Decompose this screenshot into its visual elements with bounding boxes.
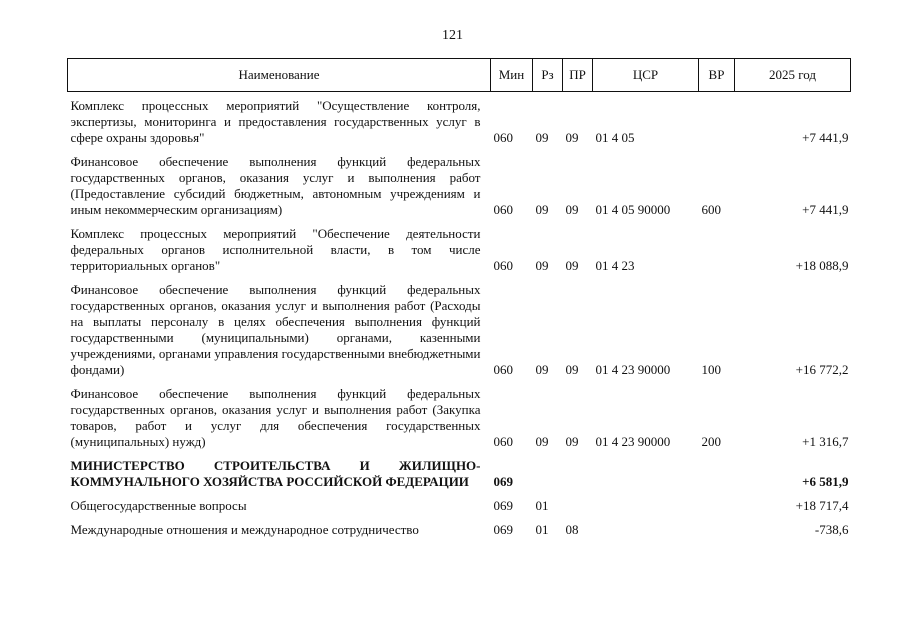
row-min: 060 <box>493 130 513 145</box>
table-row <box>68 450 851 490</box>
header-year: 2025 год <box>735 59 851 92</box>
row-rz <box>533 450 563 490</box>
row-pr: 09 <box>565 258 579 273</box>
row-min: 069 <box>493 498 513 513</box>
row-pr: 09 <box>565 130 579 145</box>
header-min: Мин <box>491 59 533 92</box>
row-vr <box>699 490 735 514</box>
row-value: +18 717,4 <box>795 498 849 513</box>
row-value: +16 772,2 <box>795 362 849 377</box>
row-csr: 01 4 23 <box>595 258 635 273</box>
row-rz: 09 <box>535 362 549 377</box>
row-min: 060 <box>493 434 513 449</box>
row-name: Финансовое обеспечение выполнения функций федеральных государственных органов, оказания услуг и выполнения работ (Закупка товаров, работ и услуг для обеспечения государственных (муниципальных) нужд) <box>70 386 481 449</box>
row-value: +7 441,9 <box>802 130 849 145</box>
row-min: 069 <box>493 522 513 537</box>
row-vr <box>699 450 735 490</box>
row-pr: 09 <box>565 202 579 217</box>
row-min: 060 <box>493 258 513 273</box>
table-row <box>68 146 851 218</box>
row-rz: 09 <box>535 202 549 217</box>
table-row <box>68 514 851 538</box>
row-vr: 600 <box>701 202 721 217</box>
row-value: +7 441,9 <box>802 202 849 217</box>
row-name: Комплекс процессных мероприятий "Обеспечение деятельности федеральных органов исполнительной власти, в том числе территориальных органов" <box>70 226 481 273</box>
row-vr <box>699 218 735 274</box>
row-min: 060 <box>493 362 513 377</box>
row-value: -738,6 <box>814 522 849 537</box>
row-csr <box>593 450 699 490</box>
row-name: Общегосударственные вопросы <box>70 498 247 513</box>
row-name: Комплекс процессных мероприятий "Осуществление контроля, экспертизы, мониторинга и предоставления государственных услуг в сфере охраны здоровья" <box>70 98 481 145</box>
table-row <box>68 274 851 378</box>
page-number: 121 <box>442 28 463 43</box>
row-csr: 01 4 23 90000 <box>595 362 671 377</box>
row-pr <box>563 490 593 514</box>
row-value: +1 316,7 <box>802 434 849 449</box>
row-csr <box>593 490 699 514</box>
row-vr: 100 <box>701 362 721 377</box>
budget-table <box>67 58 851 538</box>
row-csr: 01 4 05 90000 <box>595 202 671 217</box>
header-pr: ПР <box>563 59 593 92</box>
row-min: 060 <box>493 202 513 217</box>
row-name: МИНИСТЕРСТВО СТРОИТЕЛЬСТВА И ЖИЛИЩНО-КОММУНАЛЬНОГО ХОЗЯЙСТВА РОССИЙСКОЙ ФЕДЕРАЦИИ <box>70 458 481 489</box>
row-pr: 08 <box>565 522 579 537</box>
row-csr: 01 4 23 90000 <box>595 434 671 449</box>
row-csr: 01 4 05 <box>595 130 635 145</box>
row-vr <box>699 92 735 147</box>
row-vr <box>699 514 735 538</box>
row-min: 069 <box>493 474 513 489</box>
row-pr: 09 <box>565 362 579 377</box>
table-row <box>68 378 851 450</box>
row-rz: 01 <box>535 522 549 537</box>
row-value: +6 581,9 <box>802 474 849 489</box>
row-pr <box>563 450 593 490</box>
row-pr: 09 <box>565 434 579 449</box>
table-body <box>68 92 851 539</box>
row-name: Финансовое обеспечение выполнения функций федеральных государственных органов, оказания услуг и выполнения работ (Расходы на выплаты персоналу в целях обеспечения выполнения функций государственными (муниципальными) органами, казенными учреждениями, органами управления государственными внебюджетными фондами) <box>70 282 481 377</box>
row-name: Международные отношения и международное сотрудничество <box>70 522 419 537</box>
header-name: Наименование <box>68 59 491 92</box>
header-vr: ВР <box>699 59 735 92</box>
row-value: +18 088,9 <box>795 258 849 273</box>
row-rz: 09 <box>535 434 549 449</box>
row-name: Финансовое обеспечение выполнения функций федеральных государственных органов, оказания услуг и выполнения работ (Предоставление субсидий бюджетным, автономным учреждениям и иным некоммерческим организациям) <box>70 154 481 217</box>
row-csr <box>593 514 699 538</box>
header-rz: Рз <box>533 59 563 92</box>
table-row <box>68 92 851 147</box>
row-vr: 200 <box>701 434 721 449</box>
row-rz: 01 <box>535 498 549 513</box>
table-header-row <box>68 59 851 92</box>
row-rz: 09 <box>535 258 549 273</box>
header-csr: ЦСР <box>593 59 699 92</box>
table-row <box>68 490 851 514</box>
row-rz: 09 <box>535 130 549 145</box>
table-row <box>68 218 851 274</box>
